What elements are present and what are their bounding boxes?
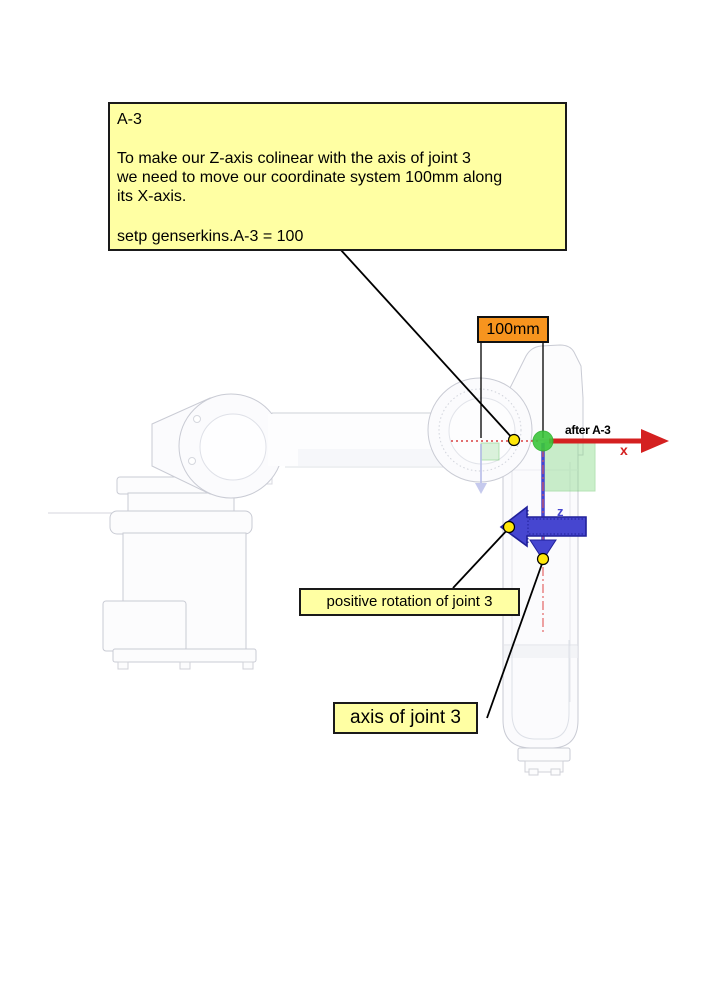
axis-anchor-dot [538, 554, 549, 565]
old-origin-plane [481, 443, 499, 460]
dimension-label: 100mm [477, 316, 549, 343]
note-body-line: To make our Z-axis colinear with the axis of joint 3 [117, 150, 471, 167]
note-body-line: its X-axis. [117, 188, 187, 205]
note-box [108, 102, 567, 251]
x-axis-label: x [620, 442, 628, 458]
rotation-leader-line [453, 528, 509, 588]
after-a3-label: after A-3 [565, 423, 611, 437]
origin-plane [544, 442, 595, 491]
robot-silhouette [48, 345, 583, 775]
rotation-anchor-dot [504, 522, 515, 533]
note-command: setp genserkins.A-3 = 100 [117, 228, 304, 245]
note-anchor-dot [509, 435, 520, 446]
old-z-axis-arrowhead [475, 483, 487, 494]
positive-rotation-label: positive rotation of joint 3 [299, 588, 520, 616]
x-axis-arrowhead [641, 429, 669, 453]
note-body-line: we need to move our coordinate system 100mm along [117, 169, 503, 186]
note-title: A-3 [117, 111, 142, 128]
z-axis-label: z [557, 504, 564, 519]
origin-marker [533, 431, 553, 451]
note-leader-line [340, 249, 514, 440]
joint-axis-label: axis of joint 3 [333, 702, 478, 734]
robot-wrist [518, 748, 570, 775]
